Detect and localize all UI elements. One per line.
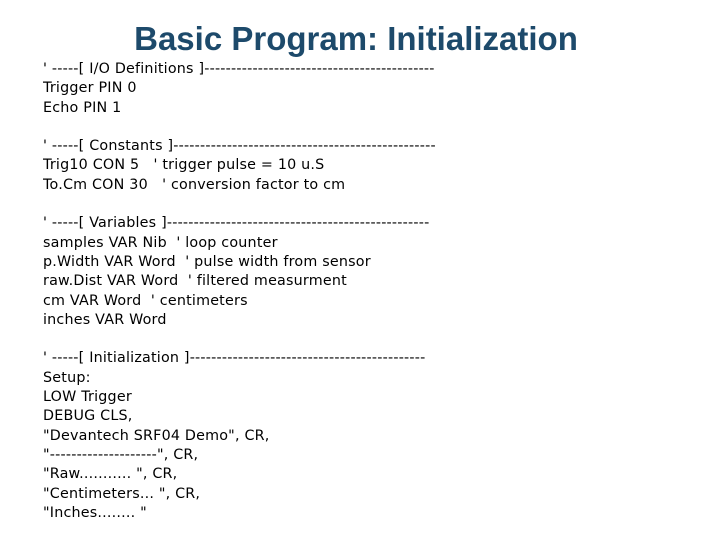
io-definitions-section — [43, 60, 713, 118]
code-line: ' -----[ Constants ]------------------------------------------------- — [43, 138, 436, 155]
code-line: Echo PIN 1 — [43, 99, 122, 116]
code-line: Trig10 CON 5 ' trigger pulse = 10 u.S — [43, 157, 325, 174]
initialization-section — [43, 349, 713, 523]
page-title: Basic Program: Initialization — [134, 20, 578, 57]
code-line: Trigger PIN 0 — [43, 80, 137, 97]
code-line: inches VAR Word — [43, 311, 167, 328]
code-line: raw.Dist VAR Word ' filtered measurment — [43, 273, 347, 290]
code-line: ' -----[ Variables ]------------------------------------------------- — [43, 215, 430, 232]
code-line: DEBUG CLS, — [43, 408, 133, 425]
code-line: ' -----[ Initialization ]-------------------------------------------- — [43, 350, 426, 367]
code-line: p.Width VAR Word ' pulse width from sensor — [43, 253, 371, 270]
constants-section — [43, 137, 713, 195]
code-listing — [43, 60, 713, 542]
code-line: Setup: — [43, 369, 91, 386]
code-line: "Raw........... ", CR, — [43, 466, 178, 483]
code-line: ' -----[ I/O Definitions ]------------------------------------------- — [43, 61, 435, 77]
code-line: cm VAR Word ' centimeters — [43, 292, 248, 309]
code-line: "Centimeters... ", CR, — [43, 485, 201, 502]
code-line: "Inches........ " — [43, 504, 147, 521]
code-line: "--------------------", CR, — [43, 446, 199, 463]
code-line: "Devantech SRF04 Demo", CR, — [43, 427, 270, 444]
code-line: To.Cm CON 30 ' conversion factor to cm — [43, 176, 346, 193]
code-line: samples VAR Nib ' loop counter — [43, 234, 278, 251]
code-line: LOW Trigger — [43, 389, 132, 406]
variables-section — [43, 214, 713, 330]
